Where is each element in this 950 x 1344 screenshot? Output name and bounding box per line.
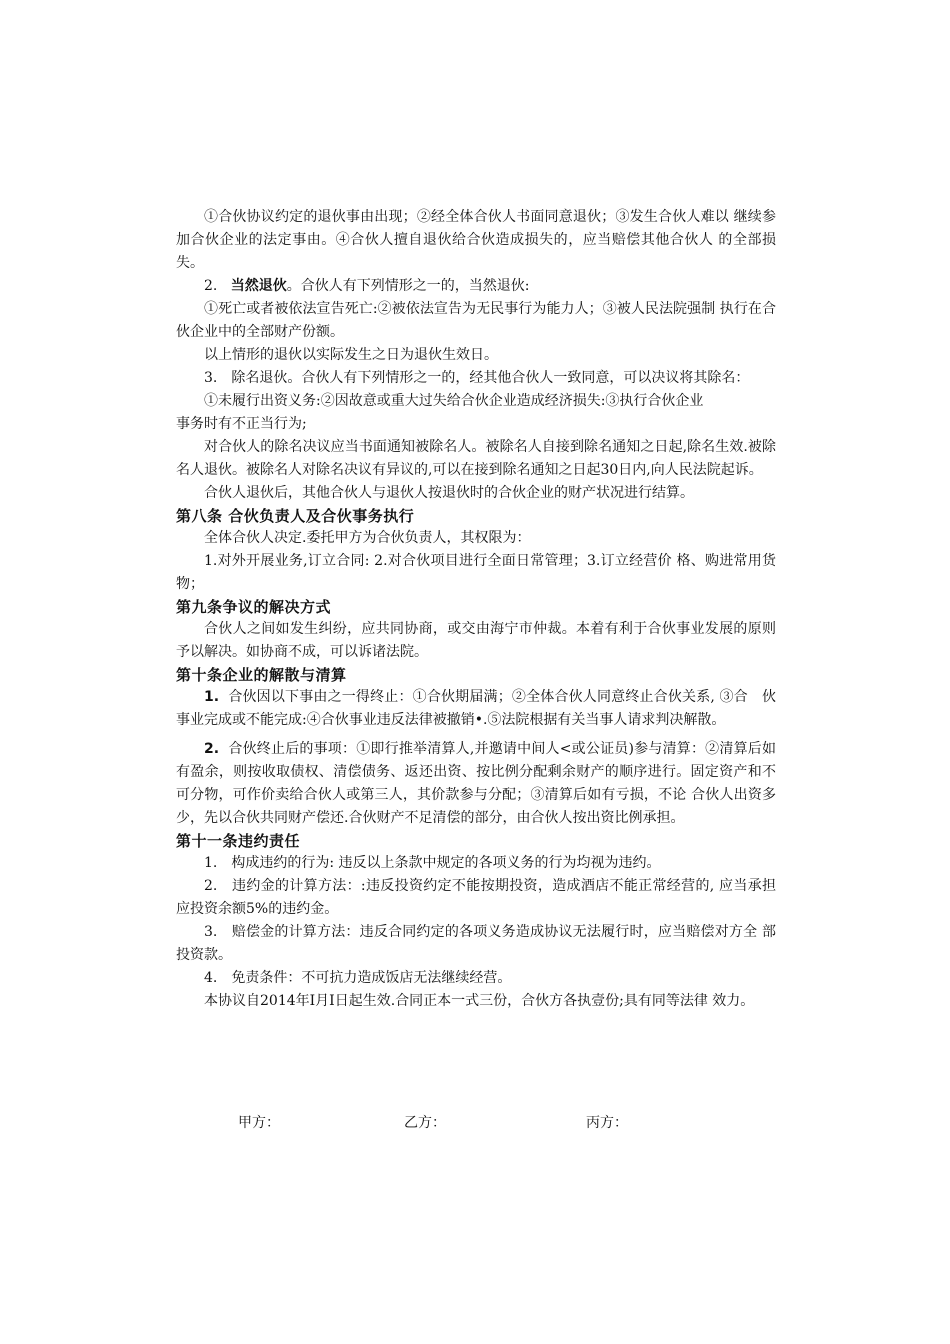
article11-heading: 第十一条违约责任 bbox=[176, 832, 301, 850]
item-number: 2. bbox=[204, 278, 218, 294]
effective-clause: 本协议自2014年I月I日起生效.合同正本一式三份，合伙方各执壹份;具有同等法律 效力。 bbox=[204, 993, 755, 1009]
effective-date-note: 以上情形的退伙以实际发生之日为退伙生效日。 bbox=[204, 347, 498, 363]
breach-item-1: 1. 构成违约的行为: 违反以上条款中规定的各项义务的行为均视为违约。 bbox=[204, 855, 661, 871]
article10-paragraph2 bbox=[176, 738, 776, 830]
expulsion-cases-line2: 事务时有不正当行为; bbox=[176, 416, 307, 432]
article8-paragraph1: 全体合伙人决定.委托甲方为合伙负责人，其权限为： bbox=[204, 530, 531, 546]
signature-party-b: 乙方： bbox=[404, 1115, 446, 1131]
item-number: 2. bbox=[204, 741, 220, 757]
expulsion-notice-paragraph: 对合伙人的除名决议应当书面通知被除名人。被除名人自接到除名通知之日起,除名生效.被除名人退伙。被除名人对除名决议有异议的,可以在接到除名通知之日起30日内,向人民法院起诉。 bbox=[176, 439, 776, 478]
signature-party-a: 甲方： bbox=[238, 1115, 280, 1131]
article10-heading: 第十条企业的解散与清算 bbox=[176, 666, 347, 684]
breach-item-2: 2. 违约金的计算方法：:违反投资约定不能按期投资，造成酒店不能正常经营的, 应当承担应投资余额5%的违约金。 bbox=[176, 878, 776, 917]
expulsion-paragraph: 3. 除名退伙。合伙人有下列情形之一的，经其他合伙人一致同意，可以决议将其除名： bbox=[204, 370, 750, 386]
article9-paragraph: 合伙人之间如发生纠纷，应共同协商，或交由海宁市仲裁。本着有利于合伙事业发展的原则予以解决。如协商不成，可以诉诸法院。 bbox=[176, 621, 776, 660]
breach-item-3: 3. 赔偿金的计算方法：违反合同约定的各项义务造成协议无法履行时，应当赔偿对方全 部投资款。 bbox=[176, 924, 776, 963]
article9-heading: 第九条争议的解决方式 bbox=[176, 598, 332, 616]
signature-party-c: 丙方： bbox=[586, 1115, 628, 1131]
liquidation-text: 合伙终止后的事项：①即行推举清算人,并邀请中间人<或公证员)参与清算：②清算后如有盈余，则按收取债权、清偿债务、返还出资、按比例分配剩余财产的顺序进行。固定资产和不可分物，可作价卖给合伙人或第三人，其价款参与分配；③清算后如有亏损，不论 合伙人出资多少，先以合伙共同财产偿还.合伙财产不足清偿的部分，由合伙人按出资比例承担。 bbox=[176, 741, 776, 826]
settlement-paragraph: 合伙人退伙后，其他合伙人与退伙人按退伙时的合伙企业的财产状况进行结算。 bbox=[204, 485, 694, 501]
automatic-withdrawal-cases: ①死亡或者被依法宣告死亡:②被依法宣告为无民事行为能力人；③被人民法院强制 执行在合伙企业中的全部财产份额。 bbox=[176, 301, 776, 340]
expulsion-cases-line1: ①未履行出资义务:②因故意或重大过失给合伙企业造成经济损失:③执行合伙企业 bbox=[204, 393, 704, 409]
automatic-withdrawal-paragraph bbox=[176, 275, 776, 298]
article8-paragraph2: 1.对外开展业务,订立合同: 2.对合伙项目进行全面日常管理；3.订立经营价 格、购进常用货物； bbox=[176, 553, 776, 592]
document-body bbox=[176, 206, 776, 1013]
automatic-withdrawal-term: 当然退伙 bbox=[230, 278, 287, 294]
article8-heading: 第八条 合伙负责人及合伙事务执行 bbox=[176, 507, 415, 525]
item-number: 1. bbox=[204, 689, 220, 705]
breach-item-4: 4. 免责条件：不可抗力造成饭店无法继续经营。 bbox=[204, 970, 512, 986]
termination-text: 合伙因以下事由之一得终止：①合伙期届满；②全体合伙人同意终止合伙关系, ③合 伙事业完成或不能完成:④合伙事业违反法律被撤销•.⑤法院根据有关当事人请求判决解散。 bbox=[176, 689, 776, 728]
article10-paragraph1 bbox=[176, 686, 776, 732]
withdrawal-clause-paragraph: ①合伙协议约定的退伙事由出现；②经全体合伙人书面同意退伙；③发生合伙人难以 继续参加合伙企业的法定事由。④合伙人擅自退伙给合伙造成损失的，应当赔偿其他合伙人 的全部损失。 bbox=[176, 209, 776, 271]
automatic-withdrawal-text: 。合伙人有下列情形之一的，当然退伙: bbox=[286, 278, 530, 294]
